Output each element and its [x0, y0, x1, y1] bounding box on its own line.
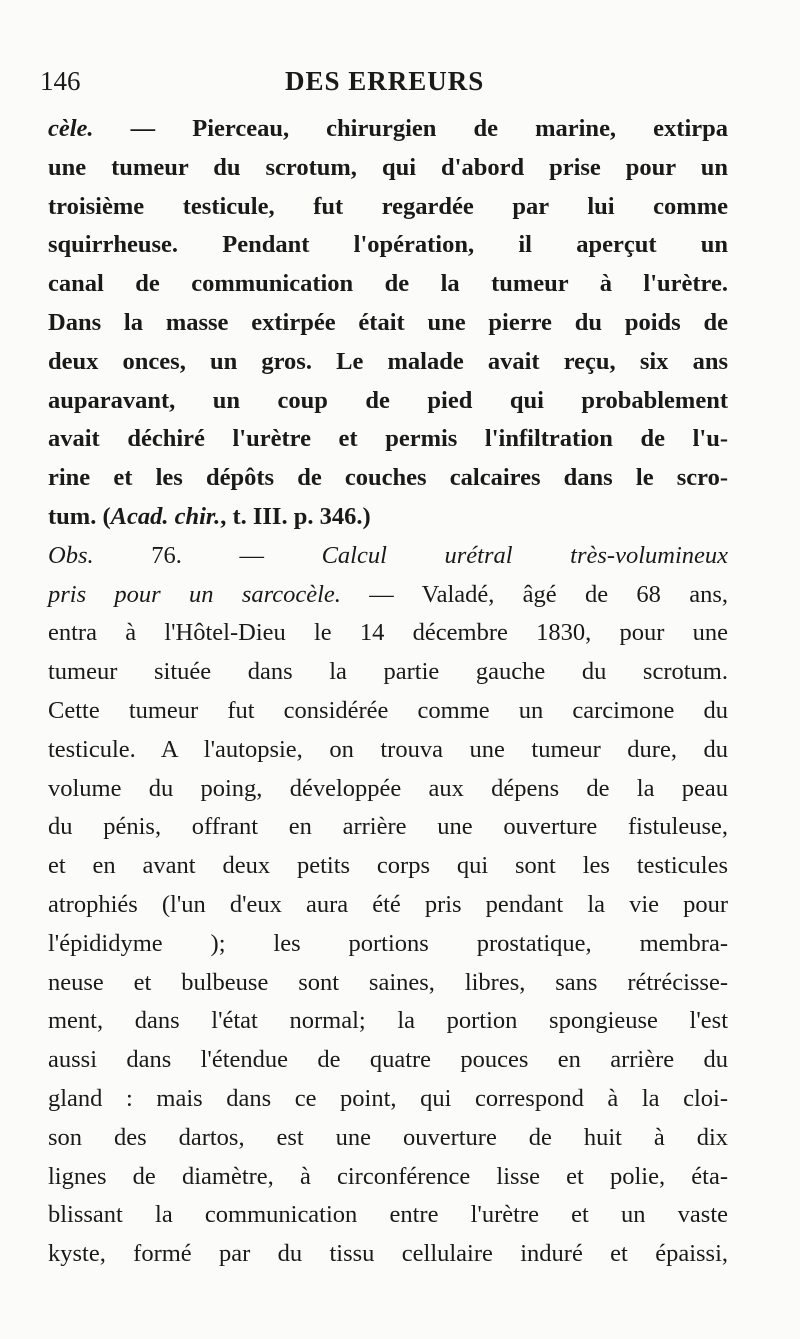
text-line — [48, 382, 728, 421]
body-text — [48, 110, 728, 1274]
text-line — [48, 731, 728, 770]
line-text: l'épididyme ); les portions prostatique, membra- — [48, 929, 728, 957]
line-italic-mid: Acad. chir. — [110, 502, 221, 530]
line-text: ment, dans l'état normal; la portion spongieuse l'est — [48, 1007, 728, 1035]
line-text: tum. ( — [48, 502, 111, 530]
line-text: tumeur située dans la partie gauche du scrotum. — [48, 658, 728, 686]
text-line — [48, 226, 728, 265]
line-text: deux onces, un gros. Le malade avait reçu, six ans — [48, 347, 728, 375]
line-text-end: , t. III. p. 346.) — [220, 502, 371, 530]
line-text: gland : mais dans ce point, qui correspond à la cloi- — [48, 1084, 728, 1112]
text-line — [48, 692, 728, 731]
line-text: Cette tumeur fut considérée comme un carcimone du — [48, 696, 728, 724]
text-line — [48, 188, 728, 227]
line-text: du pénis, offrant en arrière une ouverture fistuleuse, — [48, 813, 728, 841]
line-text: neuse et bulbeuse sont saines, libres, sans rétrécisse- — [48, 968, 728, 996]
line-text: Dans la masse extirpée était une pierre du poids de — [48, 308, 728, 336]
text-line — [48, 110, 728, 149]
line-text: rine et les dépôts de couches calcaires dans le scro- — [48, 464, 728, 492]
line-text: squirrheuse. Pendant l'opération, il aperçut un — [48, 231, 728, 259]
line-text: et en avant deux petits corps qui sont les testicules — [48, 852, 728, 880]
text-line — [48, 770, 728, 809]
text-line — [48, 614, 728, 653]
line-text: troisième testicule, fut regardée par lui comme — [48, 192, 728, 220]
text-line — [48, 537, 728, 576]
text-line — [48, 576, 728, 615]
line-text: volume du poing, développée aux dépens de la peau — [48, 774, 728, 802]
text-line — [48, 1002, 728, 1041]
text-line — [48, 925, 728, 964]
line-italic-start: pris pour un sarcocèle. — [48, 580, 341, 608]
line-text: 76. — — [93, 541, 322, 569]
text-line — [48, 149, 728, 188]
text-line — [48, 265, 728, 304]
text-line — [48, 653, 728, 692]
text-line — [48, 343, 728, 382]
line-text: lignes de diamètre, à circonférence lisse et polie, éta- — [48, 1162, 728, 1190]
line-text: canal de communication de la tumeur à l'urètre. — [48, 270, 728, 298]
line-text: — Valadé, âgé de 68 ans, — [340, 580, 729, 608]
text-line — [48, 1041, 728, 1080]
text-line — [48, 1119, 728, 1158]
running-title: DES ERREURS — [285, 66, 485, 96]
page-header — [40, 66, 740, 106]
text-line — [48, 1080, 728, 1119]
line-text: kyste, formé par du tissu cellulaire induré et épaissi, — [48, 1240, 728, 1268]
line-text: auparavant, un coup de pied qui probablement — [48, 386, 728, 414]
line-italic-start: Obs. — [48, 541, 94, 569]
text-line — [48, 1196, 728, 1235]
line-text: une tumeur du scrotum, qui d'abord prise pour un — [48, 153, 728, 181]
line-text: testicule. A l'autopsie, on trouva une tumeur dure, du — [48, 735, 728, 763]
line-text: — Pierceau, chirurgien de marine, extirpa — [93, 115, 728, 142]
page-number: 146 — [40, 66, 81, 96]
text-line — [48, 886, 728, 925]
line-text: avait déchiré l'urètre et permis l'infiltration de l'u- — [48, 425, 728, 453]
text-line — [48, 420, 728, 459]
text-line — [48, 498, 728, 537]
text-line — [48, 1158, 728, 1197]
line-text: blissant la communication entre l'urètre et un vaste — [48, 1201, 728, 1229]
text-line — [48, 459, 728, 498]
text-line — [48, 1235, 728, 1274]
text-line — [48, 304, 728, 343]
text-line — [48, 808, 728, 847]
line-italic-end: Calcul urétral très-volumineux — [321, 541, 728, 569]
line-text: atrophiés (l'un d'eux aura été pris pendant la vie pour — [48, 890, 728, 918]
line-text: son des dartos, est une ouverture de huit à dix — [48, 1123, 728, 1151]
line-text: aussi dans l'étendue de quatre pouces en arrière du — [48, 1046, 728, 1074]
line-italic-start: cèle. — [48, 115, 94, 142]
text-line — [48, 964, 728, 1003]
line-text: entra à l'Hôtel-Dieu le 14 décembre 1830, pour une — [48, 619, 728, 647]
text-line — [48, 847, 728, 886]
